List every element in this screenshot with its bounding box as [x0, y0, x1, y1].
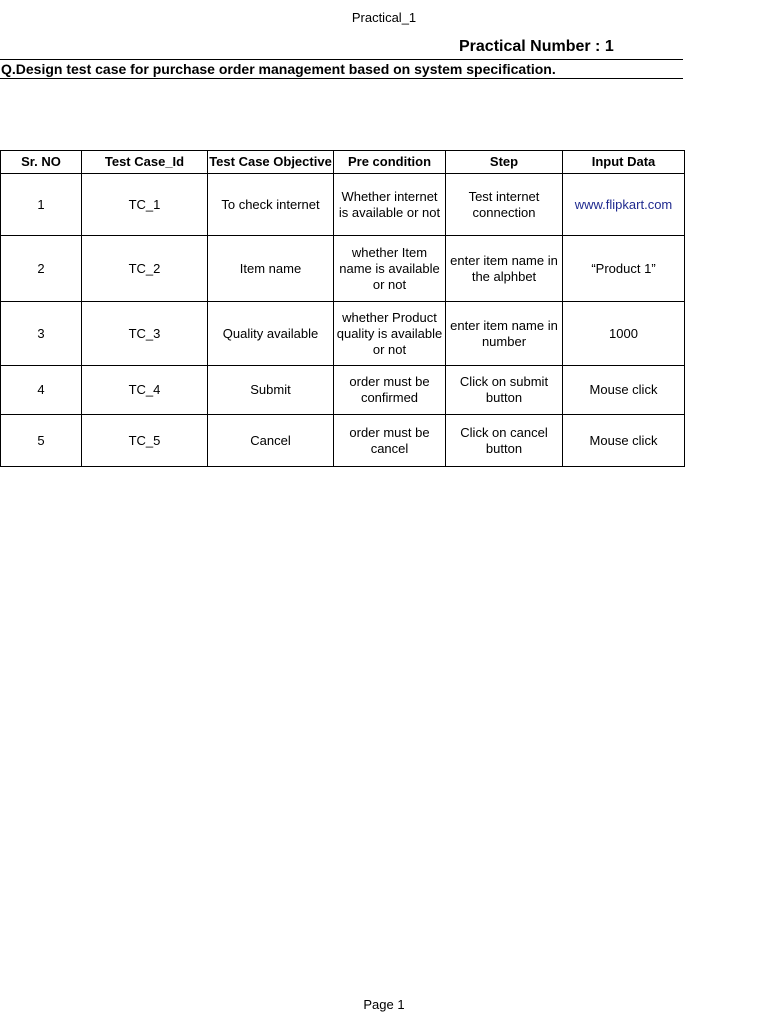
cell-input-data: 1000 — [563, 302, 685, 366]
cell-pre-condition: whether Item name is available or not — [334, 236, 446, 302]
cell-step: enter item name in number — [446, 302, 563, 366]
cell-objective: Submit — [208, 366, 334, 415]
column-header-objective: Test Case Objective — [208, 151, 334, 174]
cell-step: enter item name in the alphbet — [446, 236, 563, 302]
cell-objective: Cancel — [208, 415, 334, 467]
cell-sr-no: 5 — [1, 415, 82, 467]
cell-pre-condition: whether Product quality is available or not — [334, 302, 446, 366]
cell-test-case-id: TC_3 — [82, 302, 208, 366]
column-header-test-case-id: Test Case_Id — [82, 151, 208, 174]
column-header-step: Step — [446, 151, 563, 174]
column-header-sr-no: Sr. NO — [1, 151, 82, 174]
cell-step: Click on submit button — [446, 366, 563, 415]
cell-test-case-id: TC_2 — [82, 236, 208, 302]
page-footer: Page 1 — [363, 997, 405, 1012]
document-header-title: Practical_1 — [351, 10, 417, 25]
table-row — [1, 174, 685, 236]
table-row — [1, 302, 685, 366]
column-header-input-data: Input Data — [563, 151, 685, 174]
table-row — [1, 366, 685, 415]
cell-step: Test internet connection — [446, 174, 563, 236]
cell-test-case-id: TC_1 — [82, 174, 208, 236]
cell-objective: Item name — [208, 236, 334, 302]
table-row — [1, 236, 685, 302]
cell-input-data: Mouse click — [563, 415, 685, 467]
cell-objective: To check internet — [208, 174, 334, 236]
cell-pre-condition: order must be confirmed — [334, 366, 446, 415]
cell-input-data: Mouse click — [563, 366, 685, 415]
column-header-pre-condition: Pre condition — [334, 151, 446, 174]
cell-sr-no: 3 — [1, 302, 82, 366]
cell-test-case-id: TC_5 — [82, 415, 208, 467]
table-row — [1, 415, 685, 467]
test-case-table — [0, 150, 685, 467]
practical-number-heading: Practical Number : 1 — [459, 38, 614, 55]
cell-objective: Quality available — [208, 302, 334, 366]
cell-input-data-link[interactable]: www.flipkart.com — [563, 174, 685, 236]
cell-test-case-id: TC_4 — [82, 366, 208, 415]
cell-step: Click on cancel button — [446, 415, 563, 467]
cell-pre-condition: order must be cancel — [334, 415, 446, 467]
question-text: Q.Design test case for purchase order management based on system specification. — [0, 59, 683, 79]
cell-sr-no: 2 — [1, 236, 82, 302]
cell-input-data: “Product 1” — [563, 236, 685, 302]
cell-sr-no: 1 — [1, 174, 82, 236]
table-header-row — [1, 151, 685, 174]
cell-sr-no: 4 — [1, 366, 82, 415]
cell-pre-condition: Whether internet is available or not — [334, 174, 446, 236]
